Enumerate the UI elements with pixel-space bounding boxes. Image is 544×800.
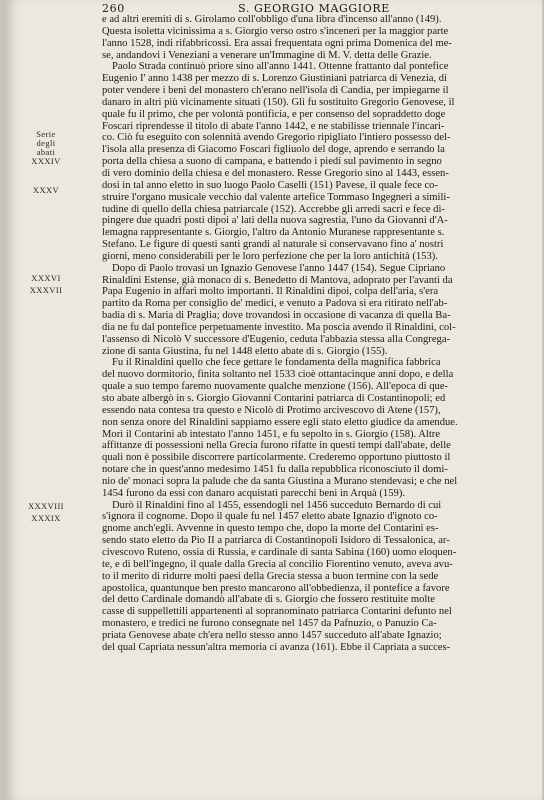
text-line: l'isola alla presenza di Giacomo Foscari figliuolo del doge, aprendo e serrando la: [102, 144, 445, 156]
text-line: e ad altri eremiti di s. Girolamo coll'obbligo d'una libra d'incenso all'anno (149).: [102, 14, 442, 25]
text-line: essendo nata contesa tra questo e Nicolò di Protimo arcivescovo di Atene (157),: [102, 404, 441, 416]
text-line: Rinaldini Estense, già monaco di s. Benedetto di Mantova, adoprato per l'avanti da: [102, 274, 453, 286]
text-line: porta della chiesa a suono di campana, e battendo i piedi sul pavimento in segno: [102, 156, 442, 168]
page-number: 260: [102, 2, 125, 15]
margin-note-xxxviii: XXXVIII: [28, 501, 64, 511]
text-line: pingere due quadri posti dipoi a' lati della nuova sagrestia, l'uno da Giovanni d'A-: [102, 215, 448, 227]
text-line: Foscari riprendesse il titolo di abate l'anno 1442, e ne stabilisse triennale l'incari-: [102, 120, 445, 132]
text-line: zione di santa Giustina, fu nel 1448 eletto abate di s. Giorgio (155).: [102, 345, 388, 357]
text-line: Questa isoletta vicinissima a s. Giorgio verso ostro s'incenerì per la maggior parte: [102, 25, 449, 37]
text-line: priata Genovese abate ch'era nello stesso anno 1457 succeduto all'abate Ignazio;: [102, 629, 442, 641]
margin-note-line: Serie: [36, 129, 56, 139]
text-line: l'assenso di Nicolò V successore d'Eugenio, ceduta l'abbazia stessa alla Congrega-: [102, 333, 451, 345]
text-line: dosi in tal anno eletto in suo luogo Paolo Caselli (151) Pavese, il quale fece co-: [102, 179, 438, 191]
text-line: Dopo di Paolo trovasi un Ignazio Genovese l'anno 1447 (154). Segue Cipriano: [112, 262, 446, 274]
margin-note-line: abati: [36, 147, 56, 157]
text-line: lemagna rappresentante s. Giorgio, l'altro da Antonio Muranese rappresentante s.: [102, 227, 445, 239]
text-line: Durò il Rinaldini fino al 1455, essendogli nel 1456 succeduto Bernardo di cui: [112, 499, 442, 511]
text-line: Fu il Rinaldini quello che fece gettare le fondamenta della magnifica fabbrica: [112, 357, 441, 369]
text-line: to il merito di ridurre molti paesi della Grecia stessa a buon termine con la sede: [102, 570, 439, 582]
margin-note-xxxv: XXXV: [32, 185, 60, 195]
margin-note-serie: [6, 130, 86, 166]
text-line: co. Ciò fu eseguito con solennità avendo Gregorio ripigliato l'intiero possesso del-: [102, 132, 451, 144]
text-line: Morì il Contarini ab intestato l'anno 1451, e fu sepolto in s. Giorgio (158). Altre: [102, 428, 441, 440]
text-line: tudine di quello della chiesa patriarcale (152). Accrebbe gli arredi sacri e fece di-: [102, 203, 445, 215]
text-line: non senza onore del Rinaldini sappiamo essere egli stato eletto giudice da amendue.: [102, 416, 458, 428]
body-text: [102, 14, 526, 654]
text-line: danaro in altri più vicinamente situati (150). Gli fu sostituito Gregorio Genovese, il: [102, 96, 455, 108]
text-line: badia di s. Maria di Praglia; dove trovandosi in occasione di vacanza di quella Ba-: [102, 310, 451, 322]
text-line: di vero dominio della chiesa e del monastero. Resse Gregorio sino al 1443, essen-: [102, 167, 449, 179]
text-line: nio de' monaci sopra la palude che da santa Giustina a Murano stendevasi; e che nel: [102, 475, 458, 487]
text-line: Papa Eugenio in affari molto importanti. Il Rinaldini dipoi, colpa dell'aria, s'era: [102, 286, 439, 298]
text-line: affittanze di possessioni nella Grecia furono rifatte in questi tempi dall'abate, delle: [102, 440, 451, 452]
text-line: civescovo Ruteno, ossia di Russia, e cardinale di santa Sabina (160) uomo eloquen-: [102, 546, 457, 558]
text-line: 1454 furono da essi con danaro acquistati parecchi beni in Arquà (159).: [102, 487, 406, 499]
text-line: sendo stato eletto da Pio II a patriarca di Costantinopoli Isidoro di Tessalonica, ar-: [102, 535, 450, 547]
text-line: partito da Roma per consiglio de' medici, e venuto a Padova si era ritirato nell'ab-: [102, 298, 448, 310]
text-line: sto abate albergò in s. Giorgio Giovanni Contarini patriarca di Costantinopoli; ed: [102, 393, 446, 404]
text-line: Paolo Strada continuò priore sino all'anno 1441. Ottenne frattanto dal pontefice: [112, 61, 449, 73]
text-line: casse di suppellettili appartenenti al sopranominato patriarca Contarini defunto nel: [102, 606, 452, 618]
text-line: del detto Cardinale domandò all'abate di s. Giorgio che fossero restituite molte: [102, 594, 435, 606]
text-line: dia ne fu dal pontefice perpetuamente investito. Ma poscia avendo il Rinaldini, col-: [102, 321, 456, 333]
text-line: se, andandovi i Veneziani a venerare un'Immagine di M. V. detta delle Grazie.: [102, 49, 432, 61]
text-line: quali non è possibile discorrere particolarmente. Crederemo opportuno piuttosto il: [102, 452, 451, 464]
text-line: l'anno 1528, indi rifabbricossi. Era assai frequentata ogni prima Domenica del me-: [102, 37, 452, 49]
text-line: Eugenio I' anno 1438 per mezzo di s. Lorenzo Giustiniani patriarca di Venezia, di: [102, 73, 448, 85]
running-title: S. GEORGIO MAGGIORE: [238, 2, 390, 15]
text-line: Stefano. Le figure di questi santi grandi al naturale si conservavano fino a' nostri: [102, 239, 444, 251]
text-line: s'ignora il cognome. Dopo il quale fu nel 1457 eletto abate Ignazio d'ignoto co-: [102, 511, 438, 523]
text-line: notare che in quest'anno medesimo 1451 fu dalla repubblica riconosciuto il domi-: [102, 464, 448, 476]
text-line: apostolica, quantunque ben presto mancarono all'obbedienza, il pontefice a favore: [102, 582, 450, 594]
text-line: struire l'organo musicale vecchio dal valente artefice Tommaso Ingegneri a simili-: [102, 191, 450, 203]
text-line: giorni, meno considerabili per le loro perfezione che per la loro antichità (153).: [102, 250, 438, 262]
text-line: quale fu il primo, che per volontà pontificia, e per consenso del sopraddetto doge: [102, 108, 446, 120]
text-line: del qual Capriata nessun'altra memoria ci avanza (161). Ebbe il Capriata a succes-: [102, 641, 451, 653]
margin-note-line: degli: [36, 138, 56, 148]
margin-note-line: XXXIV: [31, 156, 61, 166]
book-page: [6, 0, 542, 800]
text-line: poter vendere i beni del monastero ch'erano nell'isola di Candia, per impiegarne il: [102, 85, 449, 97]
margin-note-xxxix: XXXIX: [31, 513, 61, 523]
margin-note-xxxvi: XXXVI: [31, 273, 61, 283]
text-line: gnome anch'egli. Avvenne in questo tempo che, dopo la morte del Contarini es-: [102, 523, 439, 535]
text-line: del nuovo dormitorio, finita soltanto nel 1533 cioè ottantacinque anni dopo, e della: [102, 369, 454, 381]
margin-note-xxxvii: XXXVII: [29, 285, 63, 295]
text-line: monastero, e tredici ne furono consegnate nel 1457 da Pafnuzio, o Panuzio Ca-: [102, 618, 437, 630]
text-line: te, e di bell'ingegno, il quale dalla Grecia al concilio Fiorentino venuto, aveva avu-: [102, 558, 453, 570]
text-line: quale a suo tempo faremo nuovamente qualche menzione (156). All'epoca di que-: [102, 381, 449, 393]
